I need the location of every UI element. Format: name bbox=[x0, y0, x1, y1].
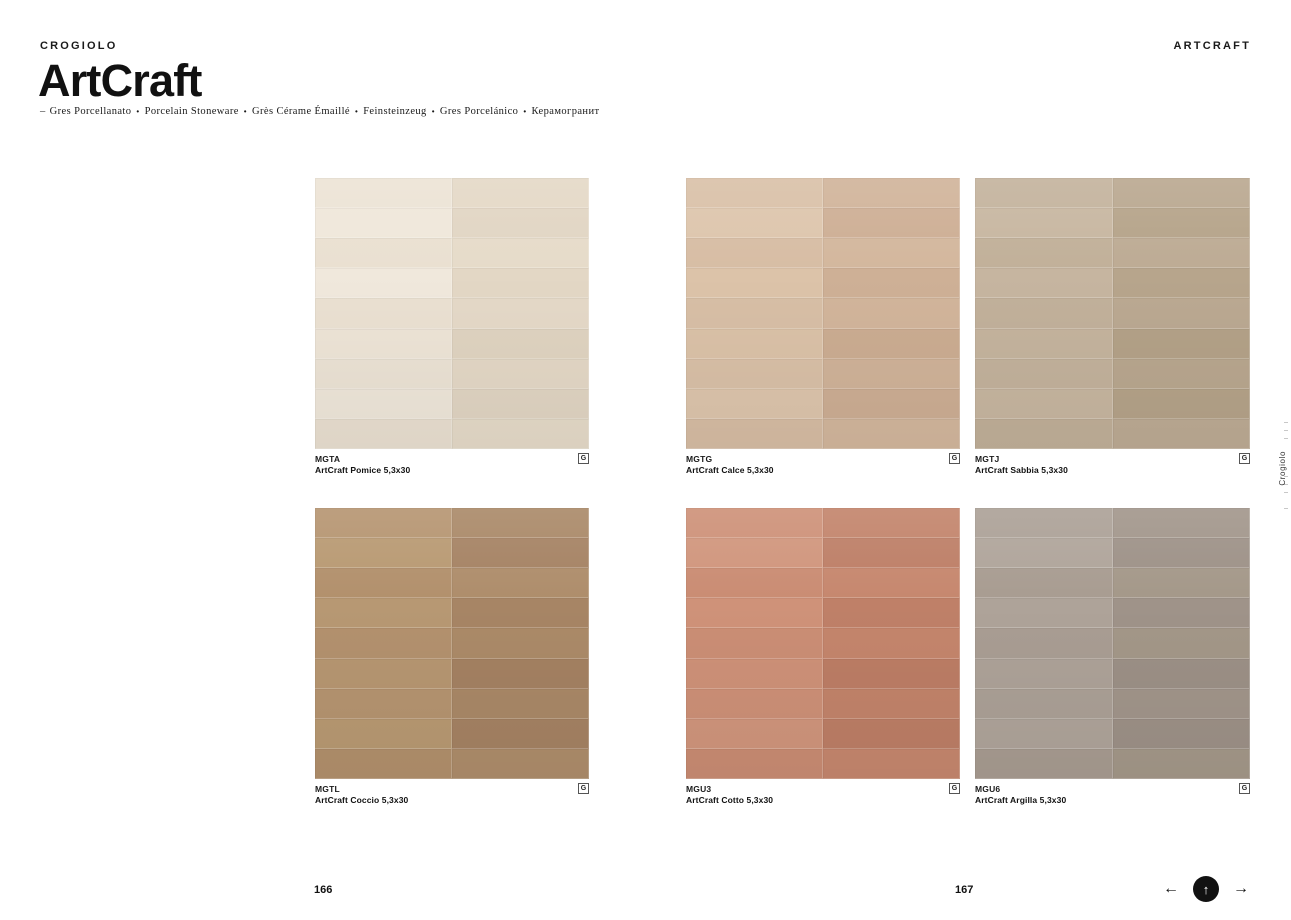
product-swatch[interactable] bbox=[686, 178, 960, 449]
product-name: ArtCraft Coccio 5,3x30 bbox=[315, 795, 409, 806]
product-name: ArtCraft Pomice 5,3x30 bbox=[315, 465, 411, 476]
swatch-shading bbox=[975, 178, 1250, 449]
product-caption bbox=[315, 449, 589, 477]
product-swatch[interactable] bbox=[686, 508, 960, 779]
swatch-shading bbox=[975, 508, 1250, 779]
grip-rating-badge: G bbox=[578, 783, 589, 794]
subtitle-part: Porcelain Stoneware bbox=[144, 106, 239, 117]
product-card[interactable] bbox=[975, 178, 1250, 487]
product-swatch[interactable] bbox=[315, 178, 589, 449]
product-code: MGTA bbox=[315, 454, 341, 464]
product-swatch[interactable] bbox=[975, 178, 1250, 449]
product-name: ArtCraft Cotto 5,3x30 bbox=[686, 795, 774, 806]
grip-rating-badge: G bbox=[1239, 783, 1250, 794]
product-caption bbox=[686, 779, 960, 807]
product-code: MGTG bbox=[686, 454, 713, 464]
swatch-shading bbox=[686, 508, 960, 779]
product-name: ArtCraft Sabbia 5,3x30 bbox=[975, 465, 1068, 476]
subtitle-part: Grès Cérame Émaillé bbox=[252, 106, 350, 117]
subtitle-part: Feinsteinzeug bbox=[363, 106, 427, 117]
swatch-shading bbox=[686, 178, 960, 449]
product-card[interactable] bbox=[315, 178, 589, 487]
product-card[interactable] bbox=[686, 178, 960, 487]
swatch-shading bbox=[315, 178, 589, 449]
product-name: ArtCraft Calce 5,3x30 bbox=[686, 465, 774, 476]
page-number-left: 166 bbox=[314, 884, 333, 896]
subtitle-part: Gres Porcelánico bbox=[439, 106, 519, 117]
subtitle-part: Gres Porcellanato bbox=[49, 106, 132, 117]
subtitle-separator-icon: • bbox=[523, 107, 527, 117]
product-caption bbox=[686, 449, 960, 477]
product-card[interactable] bbox=[315, 508, 589, 817]
subtitle-separator-icon: • bbox=[243, 107, 247, 117]
product-swatch[interactable] bbox=[975, 508, 1250, 779]
product-name: ArtCraft Argilla 5,3x30 bbox=[975, 795, 1067, 806]
product-caption bbox=[975, 449, 1250, 477]
side-tab-crogiolo[interactable] bbox=[1273, 418, 1291, 518]
product-card[interactable] bbox=[686, 508, 960, 817]
side-tab-label: Crogiolo bbox=[1277, 450, 1287, 486]
product-code: MGTL bbox=[315, 784, 340, 794]
product-card[interactable] bbox=[975, 508, 1250, 817]
product-caption bbox=[975, 779, 1250, 807]
grip-rating-badge: G bbox=[1239, 453, 1250, 464]
subtitle-dash: – bbox=[40, 106, 46, 117]
page-navigation bbox=[1163, 876, 1249, 902]
product-code: MGTJ bbox=[975, 454, 1000, 464]
brand-label: ARTCRAFT bbox=[1173, 40, 1251, 52]
next-page-arrow-icon[interactable]: → bbox=[1233, 880, 1249, 897]
product-code: MGU3 bbox=[686, 784, 712, 794]
previous-page-arrow-icon[interactable]: ← bbox=[1163, 880, 1179, 897]
product-code: MGU6 bbox=[975, 784, 1001, 794]
grip-rating-badge: G bbox=[578, 453, 589, 464]
grip-rating-badge: G bbox=[949, 453, 960, 464]
swatch-shading bbox=[315, 508, 589, 779]
subtitle-separator-icon: • bbox=[354, 107, 359, 117]
product-caption bbox=[315, 779, 589, 807]
collection-label: CROGIOLO bbox=[40, 40, 118, 52]
subtitle-part: Керамогранит bbox=[531, 106, 600, 117]
scroll-to-top-icon[interactable]: ↑ bbox=[1193, 876, 1219, 902]
page-title: ArtCraft bbox=[38, 55, 202, 106]
subtitle-separator-icon: • bbox=[136, 107, 140, 117]
grip-rating-badge: G bbox=[949, 783, 960, 794]
subtitle-separator-icon: • bbox=[431, 107, 435, 117]
product-swatch[interactable] bbox=[315, 508, 589, 779]
page-number-right: 167 bbox=[955, 884, 974, 896]
material-subtitle bbox=[40, 106, 599, 117]
